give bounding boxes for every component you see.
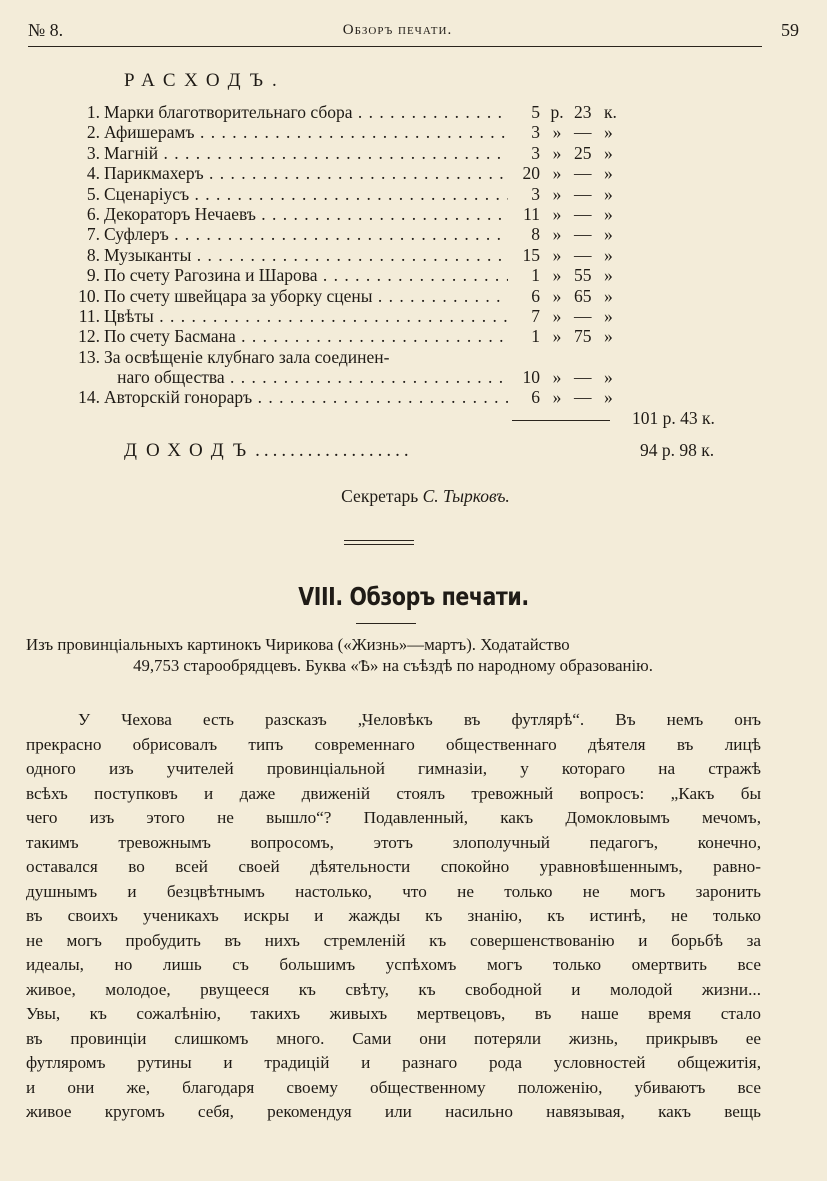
amount-kopecks: — [574, 122, 592, 143]
expense-row [76, 245, 756, 265]
amount-rubles-unit: » [552, 305, 562, 326]
body-line: душнымъ и безцвѣтнымъ настолько, что не только не могъ заронить [26, 881, 761, 901]
expense-label: По счету швейцара за уборку сцены . . . [104, 286, 508, 306]
amount-kopecks-unit: » [604, 387, 613, 408]
expense-amount [516, 387, 626, 407]
body-line: всѣхъ поступковъ и даже движеній стоялъ тревожный вопросъ: „Какъ бы [26, 783, 761, 803]
expense-number: 6. [86, 203, 100, 224]
expense-amount [516, 143, 626, 163]
amount-rubles: 1 [531, 265, 540, 286]
amount-rubles: 11 [523, 203, 540, 224]
expense-label: Парикмахеръ . . . [104, 163, 508, 183]
amount-kopecks: — [574, 163, 592, 184]
expense-row [76, 184, 756, 204]
income-leader-dots: .................. [255, 440, 413, 461]
body-line: и они же, благодаря своему общественному положенію, убиваютъ все [26, 1077, 761, 1097]
amount-kopecks-unit: » [604, 142, 613, 163]
issue-number: № 8. [28, 20, 64, 40]
amount-kopecks-unit: » [604, 305, 613, 326]
expenses-title: РАСХОДЪ. [124, 70, 286, 91]
page-number: 59 [781, 20, 799, 40]
expense-number: 4. [86, 163, 100, 184]
expense-row [76, 326, 756, 346]
amount-rubles: 8 [531, 224, 540, 245]
body-line: не могъ пробудить въ нихъ стремленій къ совершенствованію и борьбѣ за [26, 930, 761, 950]
amount-rubles: 3 [531, 183, 540, 204]
expense-amount [516, 245, 626, 265]
expenses-list [76, 102, 756, 408]
expense-row [76, 163, 756, 183]
expense-label: наго общества . . . [104, 367, 508, 387]
body-line: чего изъ этого не вышло“? Подавленный, какъ Домокловымъ мечомъ, [26, 808, 761, 827]
amount-kopecks: — [574, 183, 592, 204]
amount-rubles-unit: » [552, 183, 562, 204]
chapter-rule [356, 623, 416, 624]
body-line: въ провинціи слишкомъ много. Сами они потеряли жизнь, прикрывъ ее [26, 1028, 761, 1048]
amount-rubles: 10 [522, 367, 540, 388]
body-line: идеалы, но лишь съ большимъ успѣхомъ могъ только омертвить все [26, 955, 761, 974]
expense-number: 14. [78, 387, 100, 408]
expense-label: Суфлеръ . . . [104, 224, 508, 244]
expense-label: Декораторъ Нечаевъ . . . [104, 204, 508, 224]
amount-kopecks-unit: » [604, 244, 613, 265]
expense-row [76, 347, 756, 367]
amount-rubles-unit: » [552, 224, 562, 245]
expense-number: 12. [78, 326, 100, 347]
expense-label: Сценаріусъ . . . [104, 184, 508, 204]
chapter-title: VIII. Обзоръ печати. [298, 582, 529, 611]
expense-amount [516, 163, 626, 183]
amount-kopecks: 25 [574, 142, 592, 163]
expense-number: 3. [86, 142, 100, 163]
expense-number: 10. [78, 285, 100, 306]
amount-kopecks-unit: » [604, 285, 613, 306]
page-header [28, 20, 799, 46]
amount-rubles: 6 [531, 285, 540, 306]
amount-rubles-unit: » [552, 122, 562, 143]
expense-number: 11. [78, 305, 100, 326]
expense-number: 2. [86, 122, 100, 143]
amount-kopecks-unit: » [604, 367, 613, 388]
expense-row [76, 102, 756, 122]
amount-kopecks: 75 [574, 326, 592, 347]
article-body [26, 708, 761, 1125]
body-line: футляромъ рутины и традицій и разнаго рода условностей общежитія, [26, 1053, 761, 1072]
summary-line: 49,753 старообрядцевъ. Буква «Ѣ» на съѣздѣ по народному образованію. [133, 656, 653, 675]
summary-line: Изъ провинціальныхъ картинокъ Чирикова («Жизнь»—мартъ). Ходатайство [26, 635, 570, 654]
amount-rubles: 6 [531, 387, 540, 408]
amount-kopecks-unit: » [604, 326, 613, 347]
expense-amount [516, 347, 626, 367]
amount-kopecks-unit: к. [604, 102, 617, 122]
expense-amount [516, 326, 626, 346]
expense-amount [516, 265, 626, 285]
expense-amount [516, 102, 626, 122]
income-value: 94 р. 98 к. [640, 440, 715, 460]
amount-rubles-unit: » [552, 367, 562, 388]
expenses-total: 101 р. 43 к. [632, 408, 715, 428]
amount-rubles-unit: » [552, 265, 562, 286]
expense-row [76, 224, 756, 244]
expense-label: Магній . . . [104, 143, 508, 163]
amount-rubles-unit: » [552, 163, 562, 184]
expense-label: Афишерамъ . . . [104, 122, 508, 142]
body-line: одного изъ учителей провинціальной гимназіи, у котораго на стражѣ [26, 759, 761, 778]
signature-name: С. Тырковъ. [422, 486, 510, 506]
expense-amount [516, 367, 626, 387]
body-line: живое, молодое, рвущееся къ свѣту, къ свободной и молодой жизни... [26, 979, 761, 999]
amount-rubles: 3 [531, 122, 540, 143]
amount-kopecks: 55 [574, 265, 592, 286]
amount-rubles-unit: » [552, 285, 562, 306]
amount-kopecks: — [574, 387, 592, 408]
expense-amount [516, 184, 626, 204]
expense-label: Музыканты . . . [104, 245, 508, 265]
amount-kopecks: 65 [574, 285, 592, 306]
amount-rubles: 20 [522, 163, 540, 184]
body-line: оставался во всей своей дѣятельности спокойно уравновѣшеннымъ, равно- [26, 857, 761, 876]
body-line: живое кругомъ себя, рекомендуя или насильно навязывая, какъ вещь [26, 1102, 761, 1121]
expense-row [76, 265, 756, 285]
section-divider [344, 540, 414, 548]
expense-row [76, 387, 756, 407]
expense-row [76, 306, 756, 326]
body-line: У Чехова есть разсказъ „Человѣкъ въ футлярѣ“. Въ немъ онъ [78, 710, 761, 729]
amount-rubles: 1 [531, 326, 540, 347]
amount-rubles-unit: » [552, 142, 562, 163]
amount-kopecks-unit: » [604, 224, 613, 245]
amount-kopecks: 23 [574, 102, 592, 122]
amount-kopecks-unit: » [604, 203, 613, 224]
expense-label: По счету Басмана . . . [104, 326, 508, 346]
amount-rubles-unit: » [552, 387, 562, 408]
body-line: такимъ тревожнымъ вопросомъ, этотъ злополучный педагогъ, конечно, [26, 832, 761, 852]
amount-kopecks: — [574, 367, 592, 388]
chapter-summary [26, 634, 760, 676]
signature-line [0, 486, 827, 507]
amount-rubles-unit: р. [550, 102, 564, 122]
expense-number: 9. [86, 265, 100, 286]
expense-label: По счету Рагозина и Шарова . . . [104, 265, 508, 285]
expense-amount [516, 224, 626, 244]
expense-label: За освѣщеніе клубнаго зала соединен- [104, 346, 390, 367]
amount-kopecks-unit: » [604, 265, 613, 286]
expense-number: 1. [86, 102, 100, 122]
amount-rubles: 7 [531, 305, 540, 326]
amount-rubles: 5 [531, 102, 540, 122]
amount-kopecks-unit: » [604, 122, 613, 143]
amount-rubles-unit: » [552, 244, 562, 265]
running-title: Обзоръ печати. [342, 22, 453, 38]
amount-kopecks-unit: » [604, 163, 613, 184]
income-label: ДОХОДЪ [124, 440, 256, 461]
expense-amount [516, 122, 626, 142]
total-rule [512, 420, 610, 421]
expense-label: Марки благотворительнаго сбора . . . [104, 102, 508, 122]
signature-role: Секретарь [341, 486, 419, 506]
amount-rubles: 3 [531, 142, 540, 163]
expense-row [76, 122, 756, 142]
amount-kopecks-unit: » [604, 183, 613, 204]
amount-kopecks: — [574, 224, 592, 245]
income-line [124, 440, 604, 462]
expense-row [76, 204, 756, 224]
expense-amount [516, 204, 626, 224]
amount-kopecks: — [574, 203, 592, 224]
header-rule [28, 46, 762, 47]
expense-label: Авторскій гонораръ . . . [104, 387, 508, 407]
expense-row [76, 143, 756, 163]
expense-amount [516, 286, 626, 306]
expense-row [76, 367, 756, 387]
expense-number: 8. [86, 244, 100, 265]
expense-number: 13. [78, 346, 100, 367]
body-line: въ своихъ ученикахъ искры и жажды къ знанію, къ истинѣ, не только [26, 906, 761, 925]
amount-kopecks: — [574, 244, 592, 265]
expense-number: 7. [86, 224, 100, 245]
body-line: прекрасно обрисовалъ типъ современнаго общественнаго дѣятеля въ лицѣ [26, 734, 761, 754]
body-line: Увы, къ сожалѣнію, такихъ живыхъ мертвецовъ, въ наше время стало [26, 1004, 761, 1023]
expense-label: Цвѣты . . . [104, 306, 508, 326]
amount-rubles: 15 [522, 244, 540, 265]
expense-amount [516, 306, 626, 326]
amount-rubles-unit: » [552, 326, 562, 347]
amount-kopecks: — [574, 305, 592, 326]
amount-rubles-unit: » [552, 203, 562, 224]
expense-number: 5. [86, 183, 100, 204]
expense-row [76, 286, 756, 306]
